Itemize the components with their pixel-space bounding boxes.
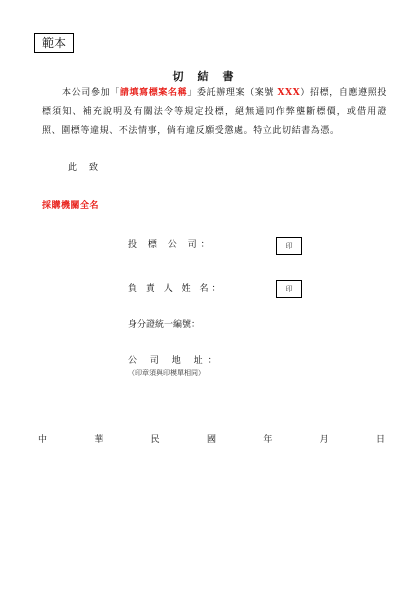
project-name-placeholder: 請填寫標案名稱 [119, 88, 188, 98]
date-row [38, 432, 385, 445]
date-char: 日 [375, 435, 385, 445]
id-number-label: 身分證統一編號： [128, 320, 201, 330]
date-char: 月 [319, 435, 329, 445]
closing-phrase: 此致 [68, 163, 111, 173]
paragraph-rest: ）招標，自應遵照投標須知、補充說明及有關法令等規定投標，絕無通同作弊壟斷標價，或借用證照、圍標等違規、不法情事，倘有違反願受懲處。特立此切結書為憑。 [42, 88, 387, 136]
date-char: 華 [94, 435, 104, 445]
date-char: 民 [150, 435, 160, 445]
date-char: 年 [263, 435, 273, 445]
sample-label: 範本 [34, 33, 74, 53]
seal-note: （印章須與印模單相同） [128, 369, 205, 377]
responsible-seal-box: 印 [276, 280, 302, 298]
document-title: 切結書 [172, 70, 248, 83]
paragraph-before-name: 本公司參加「 [62, 88, 120, 98]
statement-paragraph [42, 84, 387, 141]
company-seal-box: 印 [276, 237, 302, 255]
agency-name: 採購機關全名 [42, 201, 100, 211]
date-char: 國 [206, 435, 216, 445]
company-label: 投 標 公 司： [128, 240, 214, 250]
address-label: 公 司 地 址： [128, 356, 222, 366]
case-number: XXX [277, 88, 301, 98]
paragraph-after-name: 」委託辦理案（案號 [187, 88, 278, 98]
date-char: 中 [38, 435, 48, 445]
responsible-person-label: 負 責 人 姓 名： [128, 284, 224, 294]
